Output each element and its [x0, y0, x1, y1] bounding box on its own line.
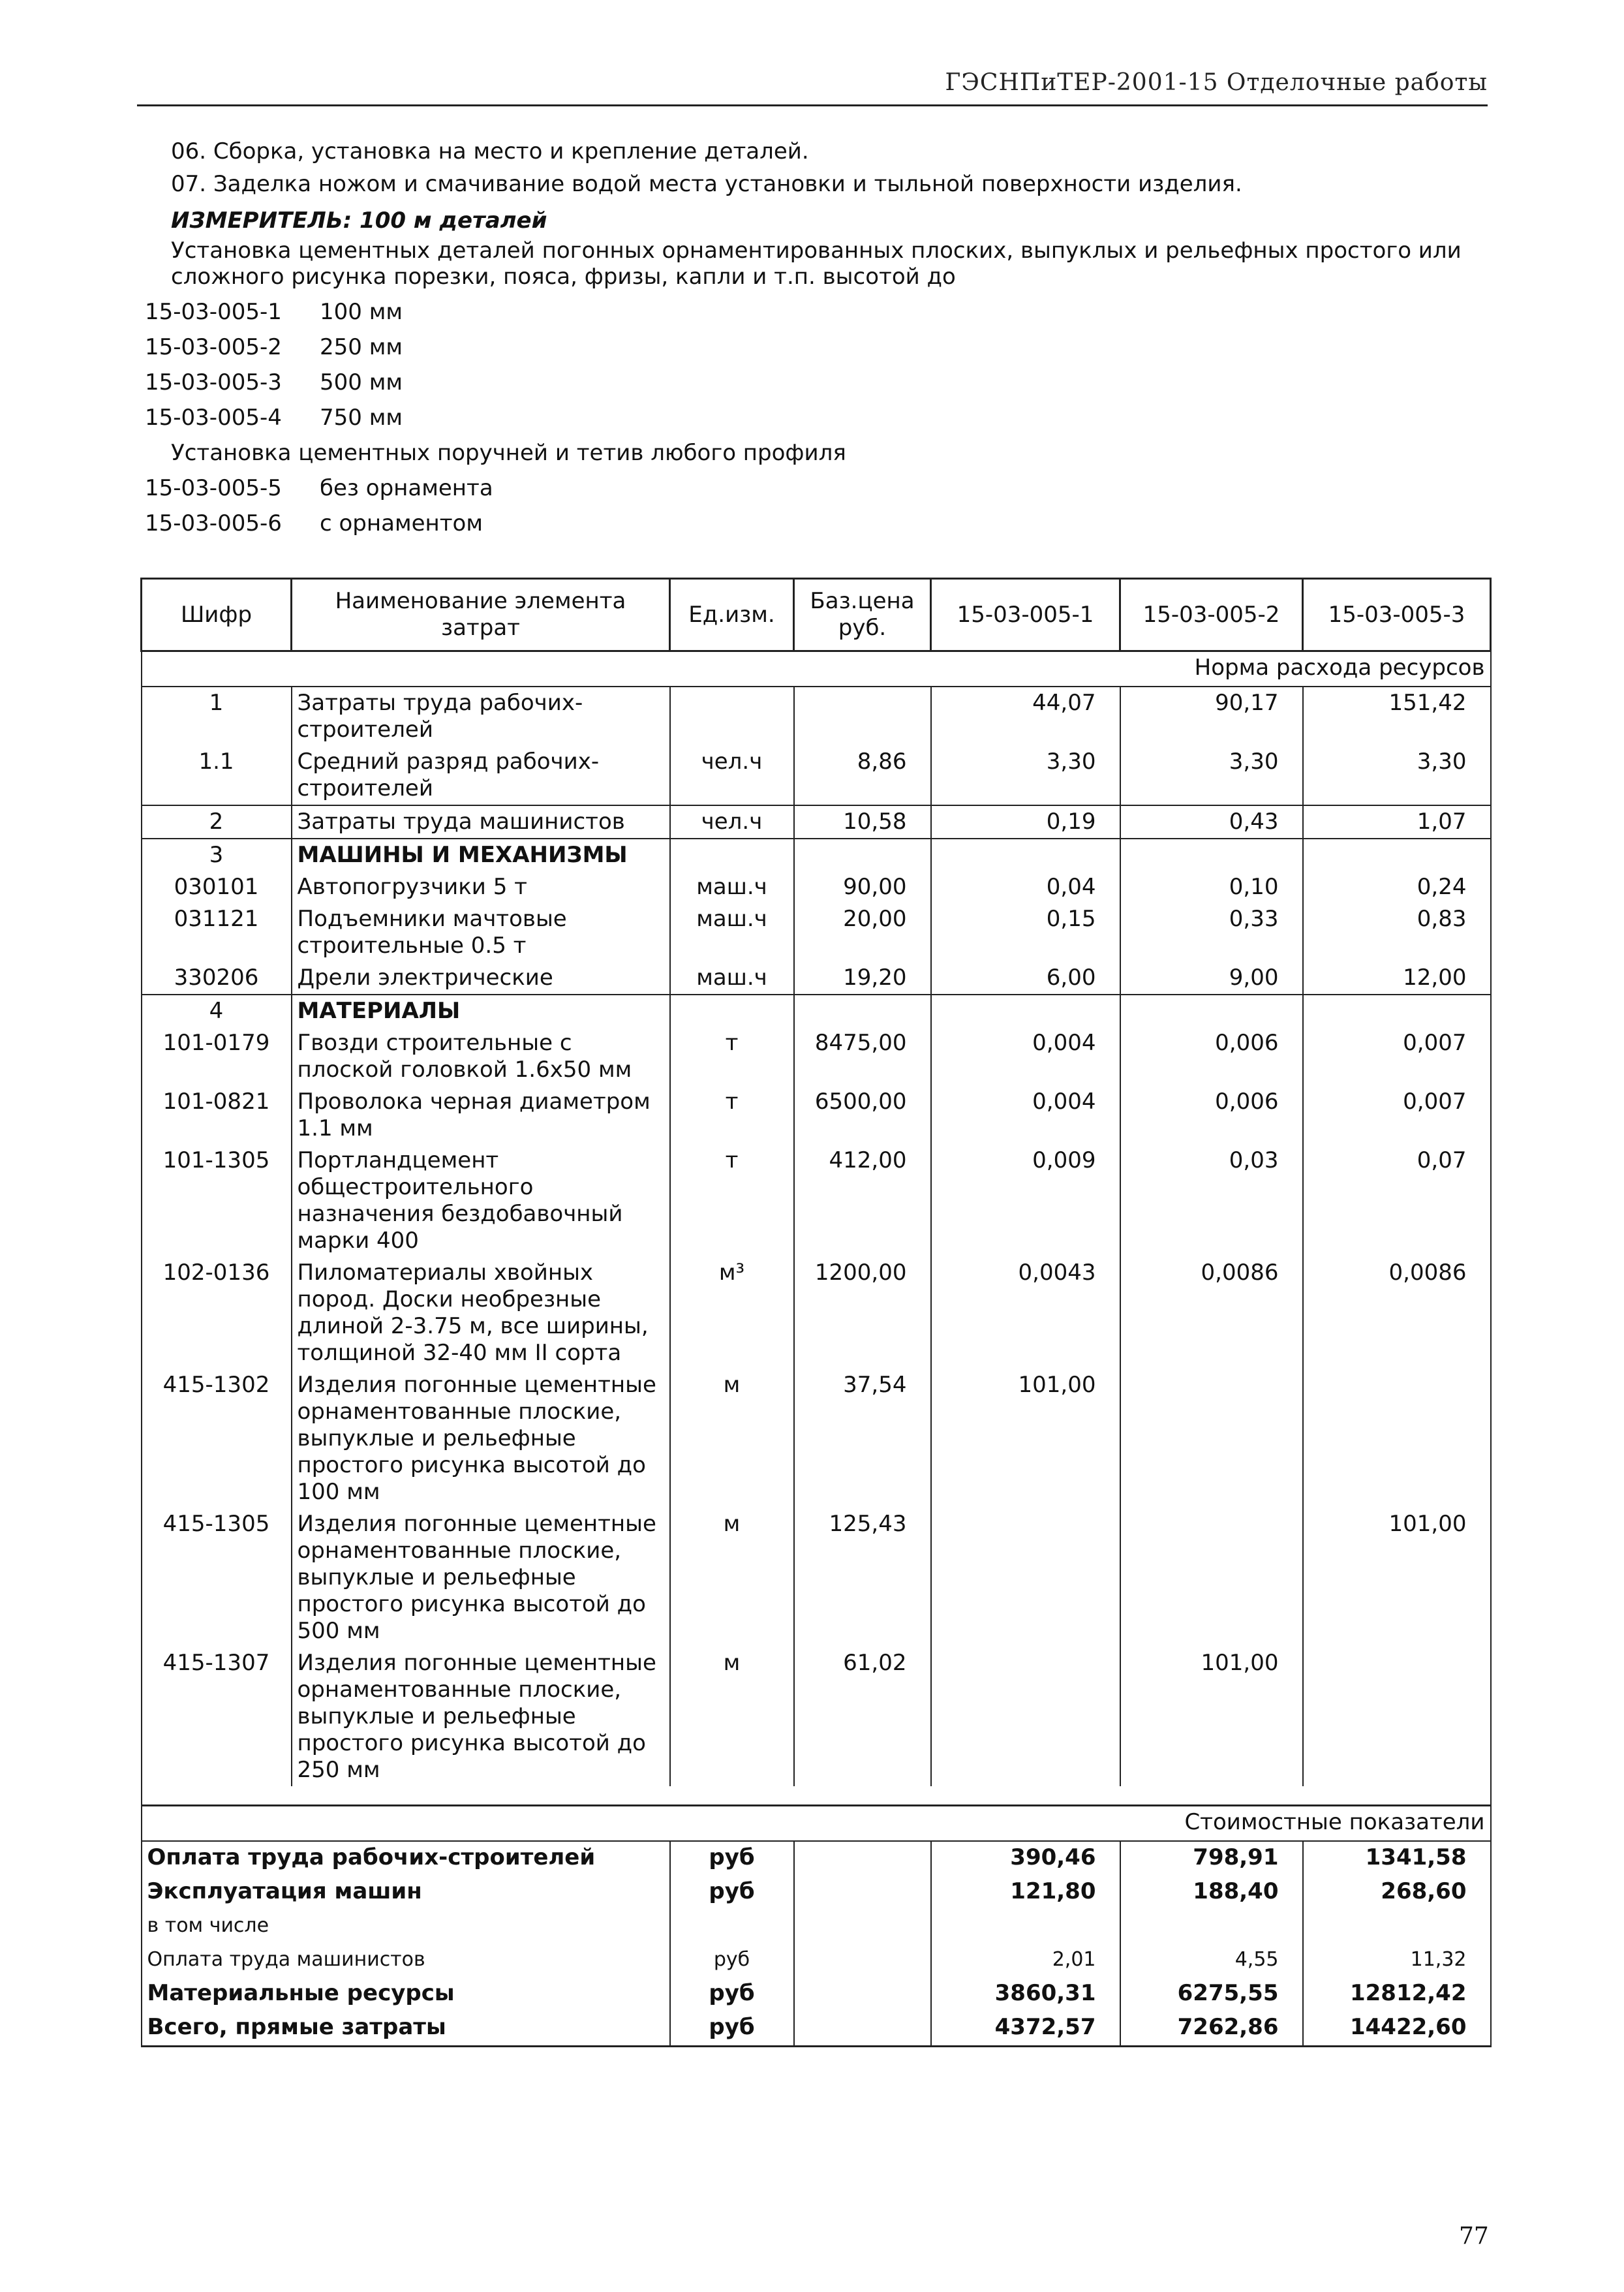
row-value-3: 0,07: [1303, 1145, 1491, 1257]
cost-row: [142, 1977, 1491, 2011]
row-price: [794, 687, 931, 746]
row-name: Подъемники мачтовые строительные 0.5 т: [292, 903, 670, 962]
list-item: [145, 369, 403, 395]
table-row: [142, 1647, 1491, 1786]
row-name: Автопогрузчики 5 т: [292, 871, 670, 903]
row-code: 2: [142, 805, 292, 839]
table-row: [142, 871, 1491, 903]
row-name: Проволока черная диаметром 1.1 мм: [292, 1086, 670, 1145]
list-item: [145, 299, 403, 325]
table-row: [142, 1508, 1491, 1647]
column-header: Баз.цена руб.: [794, 579, 931, 651]
cost-empty: [794, 1876, 931, 1910]
section-description: Установка цементных деталей погонных орнаментированных плоских, выпуклых и рельефных простого или сложного рисунка порезки, пояса, фризы, капли и т.п. высотой до: [171, 238, 1462, 290]
row-value-1: 3,30: [931, 746, 1120, 805]
table-row: [142, 1145, 1491, 1257]
row-value-1: 0,004: [931, 1027, 1120, 1086]
cost-name: Эксплуатация машин: [142, 1876, 670, 1910]
row-value-1: 101,00: [931, 1369, 1120, 1508]
cost-empty: [794, 1944, 931, 1977]
norm-text: с орнаментом: [320, 510, 483, 536]
row-code: 101-0821: [142, 1086, 292, 1145]
row-value-3: 12,00: [1303, 962, 1491, 995]
row-code: 030101: [142, 871, 292, 903]
cost-row: [142, 1876, 1491, 1910]
cost-unit: руб: [670, 1876, 794, 1910]
column-header: Ед.изм.: [670, 579, 794, 651]
row-value-2: [1120, 1508, 1303, 1647]
row-value-1: 0,15: [931, 903, 1120, 962]
measure-unit: ИЗМЕРИТЕЛЬ: 100 м деталей: [171, 208, 547, 234]
row-value-2: [1120, 995, 1303, 1027]
row-code: 1: [142, 687, 292, 746]
cost-value-2: 6275,55: [1120, 1977, 1303, 2011]
cost-value-3: 12812,42: [1303, 1977, 1491, 2011]
row-unit: т: [670, 1086, 794, 1145]
column-header: 15-03-005-1: [931, 579, 1120, 651]
cost-unit: руб: [670, 1944, 794, 1977]
row-name: Пиломатериалы хвойных пород. Доски необрезные длиной 2-3.75 м, все ширины, толщиной 32-40 мм II сорта: [292, 1257, 670, 1369]
work-step: 06. Сборка, установка на место и крепление деталей.: [171, 138, 809, 164]
cost-label: Стоимостные показатели: [142, 1806, 1491, 1842]
page-header: [137, 65, 1488, 106]
row-value-2: 3,30: [1120, 746, 1303, 805]
row-name: Изделия погонные цементные орнаментованные плоские, выпуклые и рельефные простого рисунка высотой до 100 мм: [292, 1369, 670, 1508]
row-name: Дрели электрические: [292, 962, 670, 995]
cost-empty: [794, 1977, 931, 2011]
cost-row: [142, 1944, 1491, 1977]
column-header: 15-03-005-3: [1303, 579, 1491, 651]
norm-text: 750 мм: [320, 405, 403, 431]
row-value-1: [931, 839, 1120, 871]
row-value-3: 0,0086: [1303, 1257, 1491, 1369]
row-price: 37,54: [794, 1369, 931, 1508]
table-header-row: [142, 579, 1491, 651]
row-value-2: 0,006: [1120, 1086, 1303, 1145]
row-unit: [670, 687, 794, 746]
row-unit: т: [670, 1027, 794, 1086]
row-value-2: 101,00: [1120, 1647, 1303, 1786]
row-value-2: 0,0086: [1120, 1257, 1303, 1369]
row-price: 90,00: [794, 871, 931, 903]
row-value-2: [1120, 839, 1303, 871]
row-code: 102-0136: [142, 1257, 292, 1369]
row-price: 10,58: [794, 805, 931, 839]
cost-value-3: 1341,58: [1303, 1841, 1491, 1876]
row-value-3: 3,30: [1303, 746, 1491, 805]
row-value-3: [1303, 1369, 1491, 1508]
cost-unit: руб: [670, 2011, 794, 2047]
cost-name: Всего, прямые затраты: [142, 2011, 670, 2047]
page-number: 77: [1459, 2223, 1489, 2250]
row-code: 101-1305: [142, 1145, 292, 1257]
work-step: 07. Заделка ножом и смачивание водой места установки и тыльной поверхности изделия.: [171, 171, 1242, 197]
row-value-1: 44,07: [931, 687, 1120, 746]
row-name: Затраты труда рабочих-строителей: [292, 687, 670, 746]
cost-value-2: 188,40: [1120, 1876, 1303, 1910]
row-name: Средний разряд рабочих-строителей: [292, 746, 670, 805]
row-value-1: 0,04: [931, 871, 1120, 903]
column-header: Наименование элемента затрат: [292, 579, 670, 651]
row-code: 415-1305: [142, 1508, 292, 1647]
row-code: 031121: [142, 903, 292, 962]
cost-value-1: 121,80: [931, 1876, 1120, 1910]
row-unit: чел.ч: [670, 746, 794, 805]
row-value-3: [1303, 1647, 1491, 1786]
norm-code: 15-03-005-3: [145, 369, 282, 395]
cost-empty: [794, 1841, 931, 1876]
cost-name: в том числе: [142, 1910, 670, 1944]
row-unit: м: [670, 1508, 794, 1647]
norm-text: 250 мм: [320, 334, 403, 360]
row-unit: маш.ч: [670, 871, 794, 903]
row-value-2: [1120, 1369, 1303, 1508]
row-price: 8,86: [794, 746, 931, 805]
row-value-1: [931, 1647, 1120, 1786]
row-name: МАТЕРИАЛЫ: [292, 995, 670, 1027]
row-unit: м: [670, 1647, 794, 1786]
cost-name: Оплата труда рабочих-строителей: [142, 1841, 670, 1876]
norm-code: 15-03-005-2: [145, 334, 282, 360]
document-title: ГЭСНПиТЕР-2001-15 Отделочные работы: [945, 69, 1488, 96]
row-unit: чел.ч: [670, 805, 794, 839]
row-code: 415-1302: [142, 1369, 292, 1508]
row-name: Портландцемент общестроительного назначения бездобавочный марки 400: [292, 1145, 670, 1257]
norm-text: без орнамента: [320, 475, 493, 501]
row-value-2: 0,006: [1120, 1027, 1303, 1086]
row-value-3: 101,00: [1303, 1508, 1491, 1647]
row-price: 20,00: [794, 903, 931, 962]
cost-row: [142, 2011, 1491, 2047]
table-row: [142, 962, 1491, 995]
cost-value-3: 268,60: [1303, 1876, 1491, 1910]
norm-subheader-row: [142, 651, 1491, 687]
table-row: [142, 746, 1491, 805]
spacer-cell: [142, 1786, 1491, 1806]
column-header: Шифр: [142, 579, 292, 651]
cost-value-1: 390,46: [931, 1841, 1120, 1876]
cost-value-2: 798,91: [1120, 1841, 1303, 1876]
list-item: [145, 334, 403, 360]
table-row: [142, 1027, 1491, 1086]
row-value-1: [931, 1508, 1120, 1647]
row-price: [794, 839, 931, 871]
table-row: [142, 995, 1491, 1027]
norm-code: 15-03-005-1: [145, 299, 282, 325]
cost-empty: [794, 2011, 931, 2047]
row-name: Изделия погонные цементные орнаментованные плоские, выпуклые и рельефные простого рисунка высотой до 250 мм: [292, 1647, 670, 1786]
row-value-1: 6,00: [931, 962, 1120, 995]
table-row: [142, 903, 1491, 962]
cost-value-2: 4,55: [1120, 1944, 1303, 1977]
row-unit: т: [670, 1145, 794, 1257]
row-value-2: 0,03: [1120, 1145, 1303, 1257]
row-value-2: 90,17: [1120, 687, 1303, 746]
table-row: [142, 1369, 1491, 1508]
cost-name: Оплата труда машинистов: [142, 1944, 670, 1977]
cost-value-2: [1120, 1910, 1303, 1944]
row-value-2: 0,33: [1120, 903, 1303, 962]
row-value-3: 1,07: [1303, 805, 1491, 839]
row-value-2: 0,43: [1120, 805, 1303, 839]
row-value-1: 0,19: [931, 805, 1120, 839]
cost-value-1: 3860,31: [931, 1977, 1120, 2011]
row-value-1: 0,0043: [931, 1257, 1120, 1369]
cost-value-3: [1303, 1910, 1491, 1944]
row-unit: м: [670, 1369, 794, 1508]
row-value-1: 0,009: [931, 1145, 1120, 1257]
cost-unit: [670, 1910, 794, 1944]
row-price: 6500,00: [794, 1086, 931, 1145]
cost-value-1: [931, 1910, 1120, 1944]
row-unit: [670, 839, 794, 871]
table-body: [142, 651, 1491, 2047]
row-price: 8475,00: [794, 1027, 931, 1086]
row-price: 412,00: [794, 1145, 931, 1257]
row-code: 3: [142, 839, 292, 871]
row-code: 330206: [142, 962, 292, 995]
row-code: 4: [142, 995, 292, 1027]
table-row: [142, 1257, 1491, 1369]
cost-empty: [794, 1910, 931, 1944]
list-item: [145, 475, 493, 501]
row-price: 19,20: [794, 962, 931, 995]
cost-value-1: 4372,57: [931, 2011, 1120, 2047]
row-value-3: 0,007: [1303, 1086, 1491, 1145]
norm-code: 15-03-005-6: [145, 510, 282, 536]
row-price: [794, 995, 931, 1027]
row-value-3: 0,24: [1303, 871, 1491, 903]
table-row: [142, 805, 1491, 839]
cost-value-1: 2,01: [931, 1944, 1120, 1977]
row-name: Затраты труда машинистов: [292, 805, 670, 839]
row-price: 125,43: [794, 1508, 931, 1647]
cost-value-3: 11,32: [1303, 1944, 1491, 1977]
row-value-3: 0,83: [1303, 903, 1491, 962]
cost-row: [142, 1841, 1491, 1876]
row-value-3: [1303, 839, 1491, 871]
table-row: [142, 839, 1491, 871]
row-name: Изделия погонные цементные орнаментованные плоские, выпуклые и рельефные простого рисунка высотой до 500 мм: [292, 1508, 670, 1647]
row-unit: маш.ч: [670, 903, 794, 962]
norm-label: Норма расхода ресурсов: [142, 651, 1491, 687]
row-value-1: 0,004: [931, 1086, 1120, 1145]
cost-unit: руб: [670, 1841, 794, 1876]
row-price: 1200,00: [794, 1257, 931, 1369]
cost-value-3: 14422,60: [1303, 2011, 1491, 2047]
cost-value-2: 7262,86: [1120, 2011, 1303, 2047]
row-name: Гвозди строительные с плоской головкой 1.6х50 мм: [292, 1027, 670, 1086]
norm-code: 15-03-005-4: [145, 405, 282, 431]
row-unit: м³: [670, 1257, 794, 1369]
table-row: [142, 687, 1491, 746]
row-value-3: 0,007: [1303, 1027, 1491, 1086]
row-code: 101-0179: [142, 1027, 292, 1086]
row-value-1: [931, 995, 1120, 1027]
row-value-3: 151,42: [1303, 687, 1491, 746]
list-item: [145, 510, 483, 536]
cost-subheader-row: [142, 1806, 1491, 1842]
cost-row: [142, 1910, 1491, 1944]
row-price: 61,02: [794, 1647, 931, 1786]
norm-text: 500 мм: [320, 369, 403, 395]
row-unit: [670, 995, 794, 1027]
norm-text: 100 мм: [320, 299, 403, 325]
norm-code: 15-03-005-5: [145, 475, 282, 501]
table-row: [142, 1086, 1491, 1145]
row-value-3: [1303, 995, 1491, 1027]
spacer-row: [142, 1786, 1491, 1806]
row-value-2: 9,00: [1120, 962, 1303, 995]
list-item: [145, 405, 403, 431]
cost-unit: руб: [670, 1977, 794, 2011]
row-code: 1.1: [142, 746, 292, 805]
row-name: МАШИНЫ И МЕХАНИЗМЫ: [292, 839, 670, 871]
column-header: 15-03-005-2: [1120, 579, 1303, 651]
row-code: 415-1307: [142, 1647, 292, 1786]
section-description: Установка цементных поручней и тетив любого профиля: [171, 440, 846, 466]
resource-table: [140, 578, 1492, 2047]
row-unit: маш.ч: [670, 962, 794, 995]
cost-name: Материальные ресурсы: [142, 1977, 670, 2011]
row-value-2: 0,10: [1120, 871, 1303, 903]
